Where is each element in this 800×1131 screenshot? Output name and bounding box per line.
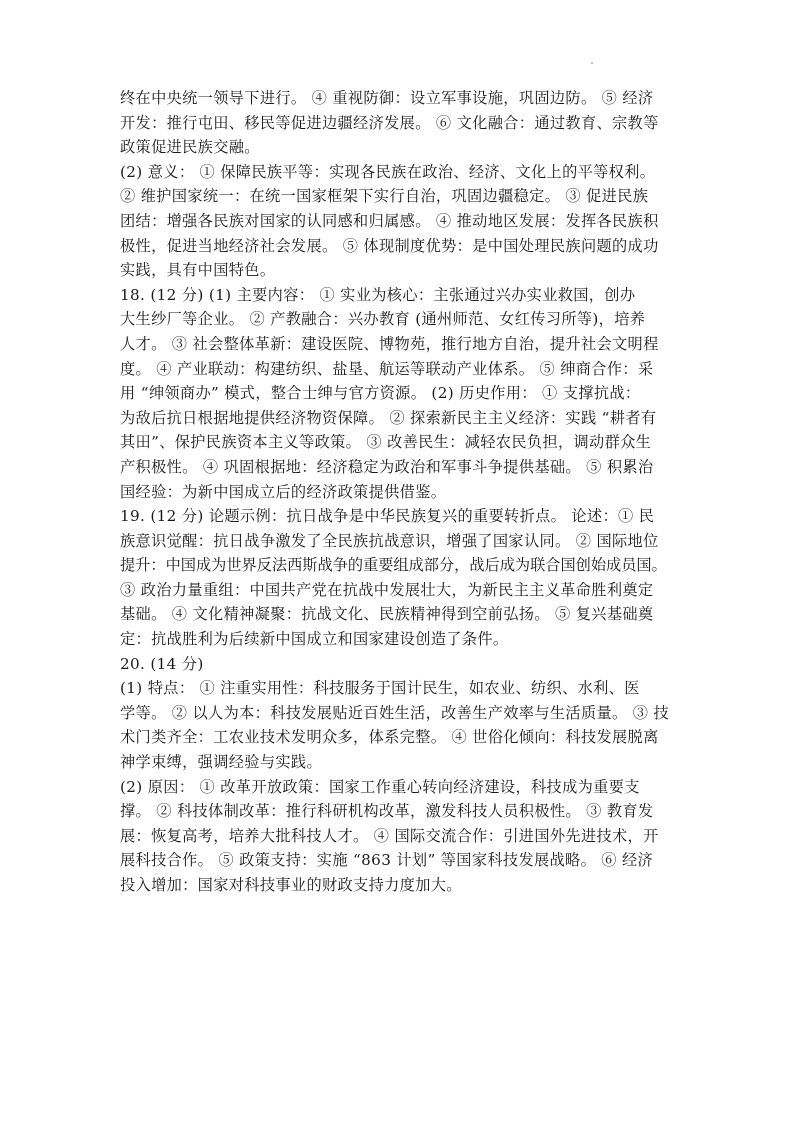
text-line: 开发：推行屯田、移民等促进边疆经济发展。 ⑥ 文化融合：通过教育、宗教等	[120, 113, 659, 132]
text-line: 团结：增强各民族对国家的认同感和归属感。 ④ 推动地区发展：发挥各民族积	[120, 211, 659, 230]
text-line: 撑。 ② 科技体制改革：推行科研机构改革，激发科技人员积极性。 ③ 教育发	[120, 802, 654, 821]
question-19-line: 19. (12 分) 论题示例：抗日战争是中华民族复兴的重要转折点。 论述：① 民	[120, 507, 655, 526]
text-line: ③ 政治力量重组：中国共产党在抗战中发展壮大，为新民主主义革命胜利奠定	[120, 580, 654, 599]
text-line: 投入增加：国家对科技事业的财政支持力度加大。	[120, 876, 462, 894]
text-line: 用 “绅领商办” 模式，整合士绅与官方资源。 (2) 历史作用： ① 支撑抗战：	[120, 384, 641, 403]
answer-text-block	[120, 86, 676, 898]
text-line: 提升：中国成为世界反法西斯战争的重要组成部分，战后成为联合国创始成员国。	[120, 556, 667, 575]
text-line: 产积极性。 ④ 巩固根据地：经济稳定为政治和军事斗争提供基础。 ⑤ 积累治	[120, 457, 654, 476]
text-line: 度。 ④ 产业联动：构建纺织、盐垦、航运等联动产业体系。 ⑤ 绅商合作：采	[120, 359, 654, 378]
text-line: 展：恢复高考，培养大批科技人才。 ④ 国际交流合作：引进国外先进技术，开	[120, 826, 659, 845]
text-line: 神学束缚，强调经验与实践。	[120, 753, 322, 772]
text-line: 极性，促进当地经济社会发展。 ⑤ 体现制度优势：是中国处理民族问题的成功	[120, 236, 659, 255]
text-line: 大生纱厂等企业。 ② 产教融合：兴办教育 (通州师范、女红传习所等)，培养	[120, 310, 646, 329]
text-line: (2) 意义： ① 保障民族平等：实现各民族在政治、经济、文化上的平等权利。	[120, 162, 656, 181]
text-line: 终在中央统一领导下进行。 ④ 重视防御：设立军事设施，巩固边防。 ⑤ 经济	[120, 89, 654, 107]
text-line: 展科技合作。 ⑤ 政策支持：实施 “863 计划” 等国家科技发展战略。 ⑥ 经济	[120, 851, 654, 870]
text-line: 人才。 ③ 社会整体革新：建设医院、博物苑，推行地方自治，提升社会文明程	[120, 334, 659, 353]
text-line: 为敌后抗日根据地提供经济物资保障。 ② 探索新民主主义经济：实践 “耕者有	[120, 408, 657, 427]
text-line: ② 维护国家统一：在统一国家框架下实行自治，巩固边疆稳定。 ③ 促进民族	[120, 187, 649, 206]
text-line: 术门类齐全：工农业技术发明众多，体系完整。 ④ 世俗化倾向：科技发展脱离	[120, 728, 659, 747]
text-line: 政策促进民族交融。	[120, 138, 260, 157]
text-line: 国经验：为新中国成立后的经济政策提供借鉴。	[120, 482, 447, 501]
text-line: (2) 原因： ① 改革开放政策：国家工作重心转向经济建设，科技成为重要支	[120, 777, 640, 796]
text-line: 实践，具有中国特色。	[120, 261, 276, 280]
scan-speck	[591, 62, 593, 64]
text-line: 其田”、保护民族资本主义等政策。 ③ 改善民生：减轻农民负担，调动群众生	[120, 433, 652, 452]
text-line: 族意识觉醒：抗日战争激发了全民族抗战意识，增强了国家认同。 ② 国际地位	[120, 531, 659, 550]
question-18-line: 18. (12 分) (1) 主要内容： ① 实业为核心：主张通过兴办实业救国，创办	[120, 285, 636, 304]
text-line: 基础。 ④ 文化精神凝聚：抗战文化、民族精神得到空前弘扬。 ⑤ 复兴基础奠	[120, 605, 654, 624]
text-line: (1) 特点： ① 注重实用性：科技服务于国计民生，如农业、纺织、水利、医	[120, 679, 640, 698]
question-20-heading: 20. (14 分)	[120, 654, 204, 673]
text-line: 学等。 ② 以人为本：科技发展贴近百姓生活，改善生产效率与生活质量。 ③ 技	[120, 703, 669, 722]
text-line: 定：抗战胜利为后续新中国成立和国家建设创造了条件。	[120, 630, 509, 649]
